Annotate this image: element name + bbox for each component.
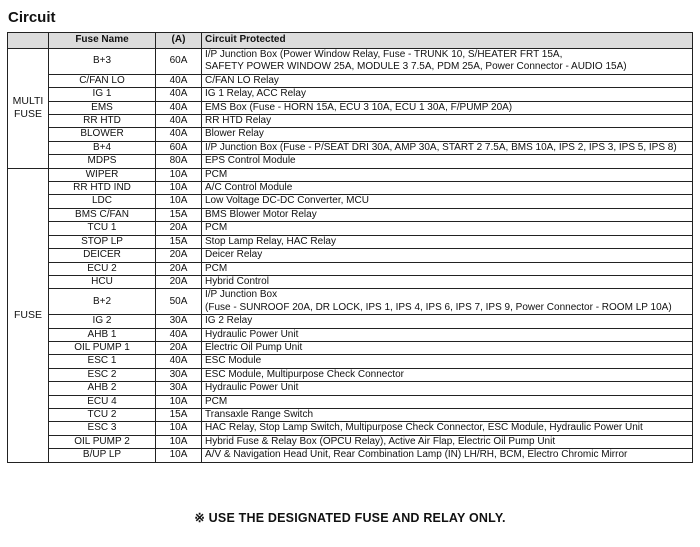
fuse-name: AHB 2 bbox=[49, 382, 156, 395]
fuse-name: ESC 2 bbox=[49, 368, 156, 381]
fuse-amperage: 60A bbox=[156, 49, 202, 75]
fuse-name: RR HTD bbox=[49, 115, 156, 128]
fuse-amperage: 20A bbox=[156, 249, 202, 262]
fuse-amperage: 15A bbox=[156, 235, 202, 248]
fuse-name: B+3 bbox=[49, 49, 156, 75]
circuit-protected: Hydraulic Power Unit bbox=[202, 382, 693, 395]
table-row bbox=[8, 182, 693, 195]
fuse-name: OIL PUMP 2 bbox=[49, 435, 156, 448]
fuse-name: DEICER bbox=[49, 249, 156, 262]
table-row bbox=[8, 449, 693, 462]
circuit-protected: A/C Control Module bbox=[202, 182, 693, 195]
circuit-protected: EPS Control Module bbox=[202, 155, 693, 168]
group-label: FUSE bbox=[8, 168, 49, 462]
table-row bbox=[8, 315, 693, 328]
group-label: MULTI FUSE bbox=[8, 49, 49, 169]
fuse-name: IG 1 bbox=[49, 88, 156, 101]
fuse-amperage: 40A bbox=[156, 355, 202, 368]
fuse-table-body bbox=[8, 49, 693, 463]
fuse-name: RR HTD IND bbox=[49, 182, 156, 195]
table-row bbox=[8, 235, 693, 248]
fuse-amperage: 20A bbox=[156, 222, 202, 235]
circuit-protected: PCM bbox=[202, 222, 693, 235]
table-row bbox=[8, 422, 693, 435]
circuit-protected: PCM bbox=[202, 262, 693, 275]
table-row bbox=[8, 101, 693, 114]
circuit-protected: IG 2 Relay bbox=[202, 315, 693, 328]
fuse-amperage: 40A bbox=[156, 128, 202, 141]
table-row bbox=[8, 395, 693, 408]
fuse-name: STOP LP bbox=[49, 235, 156, 248]
fuse-amperage: 20A bbox=[156, 275, 202, 288]
fuse-name: LDC bbox=[49, 195, 156, 208]
circuit-protected: Deicer Relay bbox=[202, 249, 693, 262]
fuse-name-header: Fuse Name bbox=[49, 33, 156, 49]
circuit-protected: Hydraulic Power Unit bbox=[202, 328, 693, 341]
fuse-name: ECU 2 bbox=[49, 262, 156, 275]
fuse-amperage: 30A bbox=[156, 315, 202, 328]
fuse-amperage: 80A bbox=[156, 155, 202, 168]
fuse-amperage: 10A bbox=[156, 395, 202, 408]
table-row bbox=[8, 289, 693, 315]
fuse-name: MDPS bbox=[49, 155, 156, 168]
circuit-protected: I/P Junction Box (Power Window Relay, Fuse - TRUNK 10, S/HEATER FRT 15A, SAFETY POWER WINDOW 25A, MODULE 3 7.5A, PDM 25A, Power Connector - AUDIO 15A) bbox=[202, 49, 693, 75]
circuit-protected: RR HTD Relay bbox=[202, 115, 693, 128]
circuit-protected: PCM bbox=[202, 168, 693, 181]
fuse-amperage: 10A bbox=[156, 182, 202, 195]
fuse-amperage: 15A bbox=[156, 208, 202, 221]
fuse-amperage: 10A bbox=[156, 449, 202, 462]
fuse-name: AHB 1 bbox=[49, 328, 156, 341]
circuit-protected: Low Voltage DC-DC Converter, MCU bbox=[202, 195, 693, 208]
table-row bbox=[8, 382, 693, 395]
fuse-amperage: 30A bbox=[156, 368, 202, 381]
table-row bbox=[8, 368, 693, 381]
fuse-name: ESC 3 bbox=[49, 422, 156, 435]
circuit-protected: I/P Junction Box (Fuse - P/SEAT DRI 30A, AMP 30A, START 2 7.5A, BMS 10A, IPS 2, IPS 3, IPS 5, IPS 8) bbox=[202, 141, 693, 154]
table-row bbox=[8, 88, 693, 101]
table-row bbox=[8, 355, 693, 368]
fuse-amperage: 20A bbox=[156, 262, 202, 275]
fuse-name: ECU 4 bbox=[49, 395, 156, 408]
table-row bbox=[8, 128, 693, 141]
table-row bbox=[8, 328, 693, 341]
fuse-amperage: 40A bbox=[156, 74, 202, 87]
circuit-protected: EMS Box (Fuse - HORN 15A, ECU 3 10A, ECU 1 30A, F/PUMP 20A) bbox=[202, 101, 693, 114]
fuse-name: HCU bbox=[49, 275, 156, 288]
fuse-name: IG 2 bbox=[49, 315, 156, 328]
fuse-table bbox=[7, 32, 693, 463]
circuit-protected: Hybrid Fuse & Relay Box (OPCU Relay), Active Air Flap, Electric Oil Pump Unit bbox=[202, 435, 693, 448]
table-row bbox=[8, 168, 693, 181]
table-row bbox=[8, 275, 693, 288]
table-row bbox=[8, 195, 693, 208]
fuse-amperage: 40A bbox=[156, 88, 202, 101]
table-row bbox=[8, 408, 693, 421]
fuse-name: TCU 2 bbox=[49, 408, 156, 421]
table-row bbox=[8, 249, 693, 262]
fuse-name: B/UP LP bbox=[49, 449, 156, 462]
circuit-protected: Transaxle Range Switch bbox=[202, 408, 693, 421]
table-row bbox=[8, 262, 693, 275]
page-title: Circuit bbox=[8, 9, 56, 26]
fuse-name: BLOWER bbox=[49, 128, 156, 141]
fuse-amperage: 10A bbox=[156, 168, 202, 181]
table-row bbox=[8, 49, 693, 75]
fuse-amperage: 10A bbox=[156, 195, 202, 208]
table-row bbox=[8, 141, 693, 154]
fuse-name: BMS C/FAN bbox=[49, 208, 156, 221]
table-row bbox=[8, 435, 693, 448]
fuse-name: C/FAN LO bbox=[49, 74, 156, 87]
table-row bbox=[8, 222, 693, 235]
group-header bbox=[8, 33, 49, 49]
table-row bbox=[8, 208, 693, 221]
circuit-protected: ESC Module, Multipurpose Check Connector bbox=[202, 368, 693, 381]
circuit-protected: I/P Junction Box (Fuse - SUNROOF 20A, DR LOCK, IPS 1, IPS 4, IPS 6, IPS 7, IPS 9, Power Connector - ROOM LP 10A) bbox=[202, 289, 693, 315]
circuit-protected: ESC Module bbox=[202, 355, 693, 368]
fuse-name: WIPER bbox=[49, 168, 156, 181]
fuse-amperage: 40A bbox=[156, 101, 202, 114]
fuse-amperage: 40A bbox=[156, 115, 202, 128]
fuse-amperage: 10A bbox=[156, 435, 202, 448]
circuit-protected: HAC Relay, Stop Lamp Switch, Multipurpose Check Connector, ESC Module, Hydraulic Power Unit bbox=[202, 422, 693, 435]
fuse-amperage: 20A bbox=[156, 341, 202, 354]
circuit-protected: Hybrid Control bbox=[202, 275, 693, 288]
fuse-name: ESC 1 bbox=[49, 355, 156, 368]
fuse-amperage: 50A bbox=[156, 289, 202, 315]
circuit-protected: PCM bbox=[202, 395, 693, 408]
fuse-name: EMS bbox=[49, 101, 156, 114]
fuse-amperage: 30A bbox=[156, 382, 202, 395]
circuit-protected: A/V & Navigation Head Unit, Rear Combination Lamp (IN) LH/RH, BCM, Electro Chromic Mirror bbox=[202, 449, 693, 462]
header-row bbox=[8, 33, 693, 49]
circuit-protected: C/FAN LO Relay bbox=[202, 74, 693, 87]
circuit-protected: BMS Blower Motor Relay bbox=[202, 208, 693, 221]
fuse-name: B+4 bbox=[49, 141, 156, 154]
circuit-header: Circuit Protected bbox=[202, 33, 693, 49]
fuse-name: TCU 1 bbox=[49, 222, 156, 235]
fuse-name: B+2 bbox=[49, 289, 156, 315]
amp-header: (A) bbox=[156, 33, 202, 49]
fuse-amperage: 40A bbox=[156, 328, 202, 341]
table-row bbox=[8, 115, 693, 128]
table-row bbox=[8, 74, 693, 87]
table-row bbox=[8, 155, 693, 168]
fuse-amperage: 15A bbox=[156, 408, 202, 421]
circuit-protected: Stop Lamp Relay, HAC Relay bbox=[202, 235, 693, 248]
circuit-protected: Electric Oil Pump Unit bbox=[202, 341, 693, 354]
circuit-protected: Blower Relay bbox=[202, 128, 693, 141]
fuse-amperage: 60A bbox=[156, 141, 202, 154]
table-row bbox=[8, 341, 693, 354]
fuse-amperage: 10A bbox=[156, 422, 202, 435]
fuse-name: OIL PUMP 1 bbox=[49, 341, 156, 354]
circuit-protected: IG 1 Relay, ACC Relay bbox=[202, 88, 693, 101]
footer-note: ※ USE THE DESIGNATED FUSE AND RELAY ONLY. bbox=[194, 511, 506, 525]
